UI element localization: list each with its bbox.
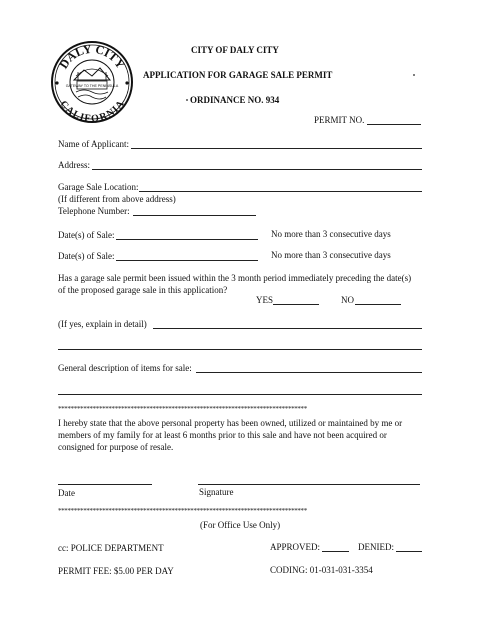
applicant-name-label: Name of Applicant: [58,139,129,149]
scan-speck [186,99,188,101]
svg-text:DALY CITY [56,42,128,72]
permit-fee: PERMIT FEE: $5.00 PER DAY [58,566,174,576]
approved-label: APPROVED: [270,542,321,552]
explain-label: (If yes, explain in detail) [58,319,147,329]
svg-text:CALIFORNIA [58,98,127,124]
sale-dates-label-2: Date(s) of Sale: [58,251,115,261]
no-label: NO [341,295,354,305]
permit-number-label: PERMIT NO. [314,115,365,125]
scan-speck [413,74,415,76]
applicant-name-field[interactable] [131,148,422,149]
city-name-heading: CITY OF DALY CITY [191,45,279,55]
sale-dates-field-2[interactable] [116,260,258,261]
sale-dates-label-1: Date(s) of Sale: [58,230,115,240]
statement-line-3: consigned for purpose of resale. [58,442,174,452]
explain-field-line-2[interactable] [58,349,422,350]
items-description-field-line-1[interactable] [196,372,422,373]
items-description-field-line-2[interactable] [58,394,422,395]
seal-bottom-text: CALIFORNIA [57,98,127,124]
telephone-field[interactable] [133,215,256,216]
yes-label: YES [256,295,274,305]
telephone-label: Telephone Number: [58,206,130,216]
cc-police-department: cc: POLICE DEPARTMENT [58,543,164,553]
signature-field[interactable] [198,484,420,485]
denied-label: DENIED: [358,542,394,552]
address-label: Address: [58,160,90,170]
sale-location-label: Garage Sale Location: [58,182,139,192]
yes-field[interactable] [273,304,319,305]
sale-dates-note-1: No more than 3 consecutive days [271,229,391,239]
prior-permit-question-line-1: Has a garage sale permit been issued within the 3 month period immediately preceding the date(s) [58,273,412,283]
seal-top-text: DALY CITY [56,41,128,72]
signature-label: Signature [199,487,234,497]
ordinance-number: ORDINANCE NO. 934 [190,95,280,105]
coding-number: CODING: 01-031-031-3354 [270,565,373,575]
date-field[interactable] [58,484,152,485]
address-field[interactable] [92,169,422,170]
items-description-label: General description of items for sale: [58,363,192,373]
sale-location-field[interactable] [139,191,422,192]
no-field[interactable] [355,304,401,305]
denied-field[interactable] [396,551,422,552]
prior-permit-question-line-2: of the proposed garage sale in this application? [58,285,228,295]
sale-location-note: (If different from above address) [58,194,176,204]
statement-line-1: I hereby state that the above personal property has been owned, utilized or maintained by me or [58,418,403,428]
form-title: APPLICATION FOR GARAGE SALE PERMIT [143,70,333,80]
approved-field[interactable] [322,551,349,552]
statement-line-2: members of my family for at least 6 months prior to this sale and have not been acquired or [58,430,387,440]
permit-number-field[interactable] [367,124,421,125]
sale-dates-field-1[interactable] [116,239,258,240]
sale-dates-note-2: No more than 3 consecutive days [271,250,391,260]
separator-asterisks-1: ******************************************************************************* [58,405,307,413]
seal-banner-text: GATEWAY TO THE PENINSULA [65,84,119,88]
city-seal-logo [50,40,134,124]
date-label: Date [58,488,75,498]
office-use-note: (For Office Use Only) [200,520,281,530]
explain-field-line-1[interactable] [153,328,422,329]
separator-asterisks-2: ******************************************************************************* [58,507,307,515]
